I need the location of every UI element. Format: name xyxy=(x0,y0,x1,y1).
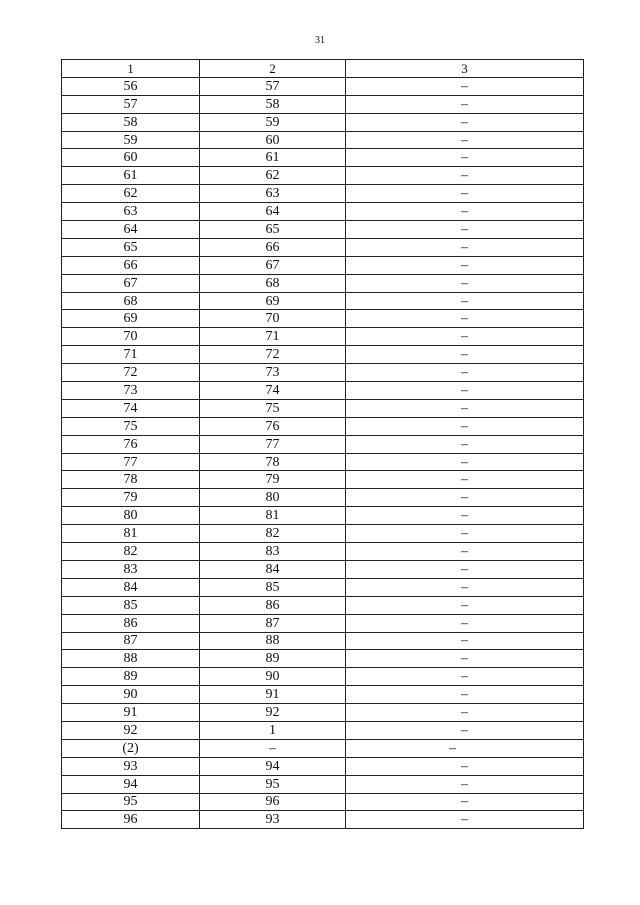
cell-col-3: – xyxy=(346,221,584,239)
cell-col-3: – xyxy=(346,77,584,95)
cell-col-1: 95 xyxy=(62,793,200,811)
table-row xyxy=(62,560,584,578)
cell-col-3: – xyxy=(346,149,584,167)
cell-col-2: 95 xyxy=(200,775,346,793)
cell-col-3: – xyxy=(346,793,584,811)
cell-col-2: 81 xyxy=(200,507,346,525)
table-row xyxy=(62,596,584,614)
cell-col-3: – xyxy=(346,507,584,525)
cell-col-2: 75 xyxy=(200,399,346,417)
cell-col-3: – xyxy=(346,757,584,775)
table-row xyxy=(62,668,584,686)
cell-col-1: 67 xyxy=(62,274,200,292)
table-row xyxy=(62,292,584,310)
cell-col-2: 80 xyxy=(200,489,346,507)
cell-col-2: 73 xyxy=(200,364,346,382)
cell-col-3: – xyxy=(346,704,584,722)
cell-col-2: 63 xyxy=(200,185,346,203)
cell-col-3: – xyxy=(346,775,584,793)
cell-col-2: 91 xyxy=(200,686,346,704)
cell-col-2: 74 xyxy=(200,382,346,400)
cell-col-3: – xyxy=(346,543,584,561)
cell-col-1: 93 xyxy=(62,757,200,775)
table-row xyxy=(62,382,584,400)
cell-col-1: 69 xyxy=(62,310,200,328)
cell-col-1: 86 xyxy=(62,614,200,632)
cell-col-1: 83 xyxy=(62,560,200,578)
cell-col-2: 70 xyxy=(200,310,346,328)
table-row xyxy=(62,739,584,757)
cell-col-3: – xyxy=(346,399,584,417)
cell-col-3: – xyxy=(346,274,584,292)
cell-col-3: – xyxy=(346,650,584,668)
table-row xyxy=(62,185,584,203)
cell-col-1: 89 xyxy=(62,668,200,686)
cell-col-3: – xyxy=(346,596,584,614)
cell-col-2: 77 xyxy=(200,435,346,453)
cell-col-1: 70 xyxy=(62,328,200,346)
table-row xyxy=(62,632,584,650)
cell-col-3: – xyxy=(346,525,584,543)
cell-col-2: 84 xyxy=(200,560,346,578)
cell-col-1: 81 xyxy=(62,525,200,543)
cell-col-1: 77 xyxy=(62,453,200,471)
cell-col-2: 68 xyxy=(200,274,346,292)
cell-col-2: 60 xyxy=(200,131,346,149)
table-row xyxy=(62,203,584,221)
cell-col-1: 94 xyxy=(62,775,200,793)
cell-col-3: – xyxy=(346,721,584,739)
cell-col-1: 62 xyxy=(62,185,200,203)
cell-col-1: (2) xyxy=(62,739,200,757)
cell-col-2: 62 xyxy=(200,167,346,185)
column-header-2: 2 xyxy=(200,60,346,78)
cell-col-2: 96 xyxy=(200,793,346,811)
cell-col-3: – xyxy=(346,382,584,400)
cell-col-2: 85 xyxy=(200,578,346,596)
cell-col-2: 57 xyxy=(200,77,346,95)
cell-col-2: 65 xyxy=(200,221,346,239)
column-header-3: 3 xyxy=(346,60,584,78)
cell-col-1: 59 xyxy=(62,131,200,149)
cell-col-2: 83 xyxy=(200,543,346,561)
cell-col-1: 71 xyxy=(62,346,200,364)
cell-col-1: 85 xyxy=(62,596,200,614)
table-row xyxy=(62,704,584,722)
cell-col-2: 71 xyxy=(200,328,346,346)
cell-col-1: 66 xyxy=(62,256,200,274)
cell-col-1: 65 xyxy=(62,238,200,256)
cell-col-1: 58 xyxy=(62,113,200,131)
table-row xyxy=(62,650,584,668)
cell-col-3: – xyxy=(346,203,584,221)
cell-col-1: 82 xyxy=(62,543,200,561)
cell-col-1: 72 xyxy=(62,364,200,382)
cell-col-1: 68 xyxy=(62,292,200,310)
cell-col-2: 67 xyxy=(200,256,346,274)
table-row xyxy=(62,543,584,561)
cell-col-2: 66 xyxy=(200,238,346,256)
column-header-1: 1 xyxy=(62,60,200,78)
page-number: 31 xyxy=(315,35,325,46)
cell-col-3: – xyxy=(346,453,584,471)
table-row xyxy=(62,77,584,95)
table-row xyxy=(62,775,584,793)
table-row xyxy=(62,238,584,256)
cell-col-3: – xyxy=(346,256,584,274)
cell-col-2: 1 xyxy=(200,721,346,739)
table-row xyxy=(62,256,584,274)
cell-col-2: 90 xyxy=(200,668,346,686)
cell-col-1: 73 xyxy=(62,382,200,400)
cell-col-1: 88 xyxy=(62,650,200,668)
cell-col-2: 93 xyxy=(200,811,346,829)
table-row xyxy=(62,274,584,292)
cell-col-1: 75 xyxy=(62,417,200,435)
cell-col-1: 74 xyxy=(62,399,200,417)
table-row xyxy=(62,113,584,131)
cell-col-2: 58 xyxy=(200,95,346,113)
table-row xyxy=(62,328,584,346)
cell-col-3: – xyxy=(346,632,584,650)
cell-col-1: 96 xyxy=(62,811,200,829)
cell-col-2: 86 xyxy=(200,596,346,614)
cell-col-2: 72 xyxy=(200,346,346,364)
table-row xyxy=(62,614,584,632)
cell-col-3: – xyxy=(346,346,584,364)
cell-col-1: 63 xyxy=(62,203,200,221)
data-table xyxy=(61,59,584,829)
cell-col-2: 59 xyxy=(200,113,346,131)
cell-col-2: 92 xyxy=(200,704,346,722)
cell-col-2: – xyxy=(200,739,346,757)
table-body xyxy=(62,77,584,828)
cell-col-3: – xyxy=(346,435,584,453)
cell-col-3: – xyxy=(346,471,584,489)
cell-col-3: – xyxy=(346,686,584,704)
cell-col-2: 87 xyxy=(200,614,346,632)
table-row xyxy=(62,525,584,543)
cell-col-2: 61 xyxy=(200,149,346,167)
cell-col-3: – xyxy=(346,739,584,757)
cell-col-1: 56 xyxy=(62,77,200,95)
cell-col-1: 80 xyxy=(62,507,200,525)
table-row xyxy=(62,310,584,328)
cell-col-3: – xyxy=(346,560,584,578)
cell-col-3: – xyxy=(346,417,584,435)
table-row xyxy=(62,417,584,435)
cell-col-3: – xyxy=(346,811,584,829)
cell-col-3: – xyxy=(346,668,584,686)
table-row xyxy=(62,453,584,471)
table-row xyxy=(62,346,584,364)
cell-col-1: 57 xyxy=(62,95,200,113)
table-row xyxy=(62,489,584,507)
cell-col-3: – xyxy=(346,238,584,256)
cell-col-2: 94 xyxy=(200,757,346,775)
cell-col-3: – xyxy=(346,185,584,203)
cell-col-3: – xyxy=(346,113,584,131)
cell-col-2: 79 xyxy=(200,471,346,489)
cell-col-3: – xyxy=(346,131,584,149)
cell-col-1: 87 xyxy=(62,632,200,650)
table-row xyxy=(62,471,584,489)
table-row xyxy=(62,721,584,739)
table-row xyxy=(62,578,584,596)
cell-col-2: 89 xyxy=(200,650,346,668)
cell-col-1: 64 xyxy=(62,221,200,239)
table-row xyxy=(62,757,584,775)
table-row xyxy=(62,507,584,525)
cell-col-1: 79 xyxy=(62,489,200,507)
cell-col-3: – xyxy=(346,614,584,632)
cell-col-1: 84 xyxy=(62,578,200,596)
table-header-row xyxy=(62,60,584,78)
cell-col-2: 64 xyxy=(200,203,346,221)
cell-col-1: 60 xyxy=(62,149,200,167)
cell-col-3: – xyxy=(346,578,584,596)
cell-col-1: 91 xyxy=(62,704,200,722)
cell-col-3: – xyxy=(346,292,584,310)
cell-col-3: – xyxy=(346,489,584,507)
table-row xyxy=(62,149,584,167)
cell-col-3: – xyxy=(346,328,584,346)
table-row xyxy=(62,793,584,811)
cell-col-1: 78 xyxy=(62,471,200,489)
table-row xyxy=(62,811,584,829)
cell-col-1: 90 xyxy=(62,686,200,704)
cell-col-3: – xyxy=(346,167,584,185)
table-row xyxy=(62,95,584,113)
cell-col-2: 76 xyxy=(200,417,346,435)
cell-col-1: 92 xyxy=(62,721,200,739)
table-row xyxy=(62,399,584,417)
cell-col-1: 61 xyxy=(62,167,200,185)
table-row xyxy=(62,686,584,704)
table-row xyxy=(62,131,584,149)
cell-col-2: 82 xyxy=(200,525,346,543)
cell-col-3: – xyxy=(346,95,584,113)
table-row xyxy=(62,221,584,239)
table-row xyxy=(62,435,584,453)
table-row xyxy=(62,167,584,185)
cell-col-2: 88 xyxy=(200,632,346,650)
table-row xyxy=(62,364,584,382)
cell-col-3: – xyxy=(346,310,584,328)
cell-col-1: 76 xyxy=(62,435,200,453)
cell-col-2: 78 xyxy=(200,453,346,471)
cell-col-3: – xyxy=(346,364,584,382)
cell-col-2: 69 xyxy=(200,292,346,310)
